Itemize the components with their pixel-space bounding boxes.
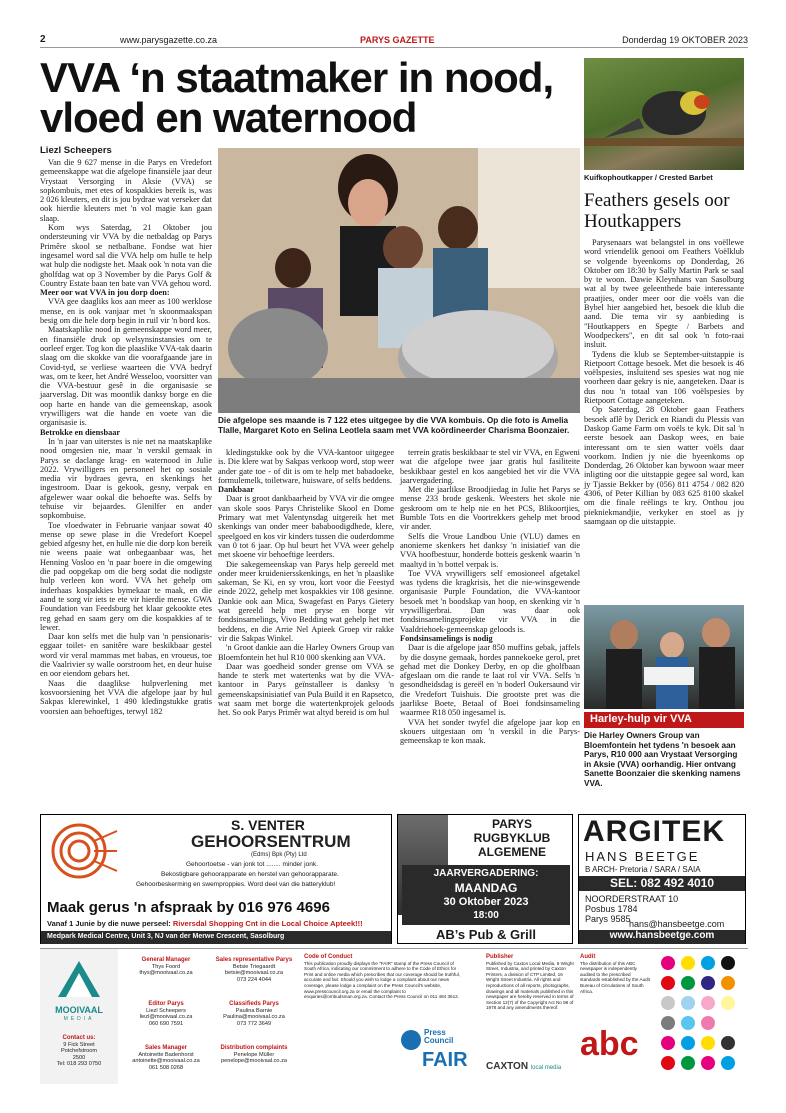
venter-line-2: Bekostigbare gehoorapparate en herstel van gehoorapparate. [161,871,339,878]
publisher-logo-block [40,949,118,1084]
gm-block: General Manager Thys Foord thys@mooivaal.co.za [139,957,193,977]
harley-caption: Die Harley Owners Group van Bloemfontein het tydens 'n besoek aan Parys, R10 000 aan Vrystaat Versorging in Aksie (VVA) oorhandig. Hier ontvang Sanette Boonzaier die skenking namens VVA. [584,731,741,788]
page-number: 2 [40,34,46,45]
paragraph: 'n Groot dankie aan die Harley Owners Group van Bloemfontein het hul R10 000 skenking aan VVA. [218,643,394,662]
paragraph: Die sakegemeenskap van Parys help gereeld met onder meer kruideniersskenkings, en het 'n plaaslike sakeman, Se Ki, en sy vrou, kort voor die Feestyd einde 2022, gehelp met kospakkies vir 108 gesinne. Dankie ook aan Mica, Swagefast en Parys Gietery wat gereeld help met pryse en borge vir fondsinsamelings, Vivo Bedding wat gehelp het met beddens, en die Arrie Nel Apieek Groep vir rakke vir die Sakpas Winkel. [218,559,394,643]
rugby-details: JAARVERGADERING: MAANDAG 30 Oktober 2023 18:00 [402,865,570,925]
logo-text: MOOIVAAL [55,1005,103,1015]
venter-line-3: Gehoorbeskerming en swemproppies. Word deel van die batteryklub! [136,881,336,888]
masthead-footer [40,948,748,1083]
publisher-block: Publisher Published by Caxton Local Media, 9 Wright Street, Industria, and printed by Caxton Printers, a division of CTP Limited, 16 Wright Street Industria. All rights and reproductions of all reports, photographs, drawings and all materials published in this newspaper are hereby reserved in terms of Section 12(7) of the Copyright Act No 98 of 1978 and any amendments thereof. [486,954,574,1011]
press-council-icon [400,1029,422,1051]
paragraph: Naas die daaglikse hulpverlening met kosvoorsiening het VVA die afgelope jaar by hul Sakpas klerewinkel, 1 490 kledingstukke gratis voorsien aan behoeftiges, terwyl 182 [40,678,212,716]
editor-block: Editor Parys Liezl Scheepers liezl@mooivaal.co.za 060 690 7591 [139,1001,193,1027]
paragraph: Van die 9 627 mense in die Parys en Vredefort gemeenskappe wat die afgelope finansiële jaar deur Vrystaat Versorging in Aksie (VVA) se sopkombuis, met etes of kospakkies bereik is, was 2 026 kleuters, en dit is jou bydrae wat verseker dat ook hierdie kleuters met 'n vol magie kan gaan slaap. [40,158,212,223]
rugby-venue: AB’s Pub & Grill [436,927,536,942]
argitek-address: NOORDERSTRAAT 10 Posbus 1784 Parys 9585 [585,894,679,924]
contact-block: Contact us: 9 Fick Street Potchefstroom 2500 Tel: 018 293 0750 [56,1035,102,1068]
paragraph: Dankbaar [218,485,254,495]
caxton-logo: CAXTON local media [486,1061,562,1072]
paragraph: Maatskaplike nood in gemeenskappe word meer, en finansiële druk op welsynsinstansies om te oorleef erger. Tog kon die plaaslike VVA-tak daarin slaag om die skokke van die voorafgaande jare in Covid-tyd, se verliese waarteen die VVA bedryf was, om te keer, het André Wesseloo, voorsitter van die VVA-bestuur gesê in die organisasie se jaarverslag. Dit was moontlik danksy borge en die oop harte en hande van die gemeenskap, asook vrywilligers wat die hande en voete van die organisasie is. [40,325,212,428]
harley-photo [584,605,744,709]
paragraph: In 'n jaar van uiterstes is nie net na maatskaplike nood omgesien nie, maar 'n verskil gemaak in Parys se daclange krag- en waternood in Julie 2022. Vrywilligers en personeel het op sosiale media vir bydraes gevra, en skenkings het ingestroom. Daar is gekook, gesny, verpak en afgelewer waar ookal die behoefte was. Selfs by tehuise vir bejaardes. Glenilfer en ander sopkombuise. [40,436,212,521]
paragraph: VVA het sonder twyfel die afgelope jaar kop en skouers uitgestaan om 'n verskil in die Parys-gemeenskap te kon maak. [400,717,580,746]
argitek-name: ARGITEK [583,815,725,848]
sales-rep-block: Sales representative Parys Betsie Triegaardt betsie@mooivaal.co.za 073 224 4044 [215,957,293,983]
mooivaal-logo-icon [54,957,104,1001]
article-column-1 [40,158,212,740]
paragraph: Fondsinsamelings is nodig [400,633,493,643]
paragraph: Meer oor wat VVA in jou dorp doen: [40,288,170,298]
main-photo-caption: Die afgelope ses maande is 7 122 etes uitgegee by die VVA kombuis. Op die foto is Amelia Tlalle, Margaret Koto en Selina Leotlela saam met VVA koördineerder Charisma Boonzaier. [218,416,570,435]
paragraph: Daar is groot dankbaarheid by VVA vir die omgee van skole soos Parys Christelike Skool en Dome Primary wat met Valentynsdag uitgereik het met skenkings van onder meer bababoodigdhede, klere, speelgoed en kos vir kinders tussen die ouderdomme van 0 tot 6 jaar. Op hul beurt het VVA weer gehelp met skoene vir behoeftige leerders. [218,494,394,560]
harley-illustration [584,605,744,709]
colour-registration-dots [656,953,746,1081]
logo-subtext: MEDIA [63,1016,95,1022]
press-council-logo: Press Council FAIR [400,1029,480,1079]
distribution-block: Distribution complaints Penelope Müller penelope@mooivaal.co.za [220,1045,288,1065]
sidebar-text [584,238,744,600]
paragraph: Daar kon selfs met die hulp van 'n pensionaris-eggaar toilet- en sanitêre ware beskikbaar gestel word vir veral mammas met babas, en vroueus, toe die Vaalrivier sy walle oorstroom het, en deur huise en oor eiendom gebars het. [40,632,212,679]
paragraph: Betrokke en diensbaar [40,427,121,437]
bird-illustration [584,58,744,170]
byline: Liezl Scheepers [40,145,112,156]
venter-line-1: Gehoortoetse - van jonk tot ........ minder jonk. [186,861,318,868]
abc-logo: abc [580,1025,639,1063]
rugby-heading: PARYS RUGBYKLUB ALGEMENE [473,817,551,859]
venter-address: Medpark Medical Centre, Unit 3, NJ van der Merwe Crescent, Sasolburg [41,931,391,944]
paragraph: terrein gratis beskikbaar te stel vir VVA, en Egweni wat die afgelope twee jaar gratis hul fasiliteite beskikbaar gestel en kos aangebied het vir die VVA jaarvergadering. [400,448,580,485]
harley-title: Harley-hulp vir VVA [584,712,744,728]
venter-move: Vanaf 1 Junie by die nuwe perseel: Riversdal Shopping Cnt in die Local Choice Apteek!!! [47,919,363,928]
issue-date: Donderdag 19 OKTOBER 2023 [622,35,748,45]
sidebar-paragraph: Op Saterdag, 28 Oktober gaan Feathers besoek aflê by Derick en Riandi du Plessis van Daskop Game Farm om voëls te kyk. Dit sal 'n eerste besoek aan Daskop wees, en baie interessant om te sien watter voëls daar voorkom. Indien jy nie die byeenkoms op Donderdag, 26 Oktober kan bywoon waar meer inligting oor die uitstappie gegee sal word, kan jy Tjassie Bekker by (056) 811 4754 / 082 820 4306, of Peter Killian by 083 625 8100 skakel om die finale reëlings te kry. Onthou jou piekniekmandjie, verkyker en stoel as jy saamgaan op die uitstappie. [584,405,744,526]
sales-manager-block: Sales Manager Antoinette Badenhorst antoinette@mooivaal.co.za 061 508 0268 [132,1045,200,1071]
sidebar-paragraph: Parysenaars wat belangstel in ons voëllewe word vriendelik genooi om Feathers Voëlklub se volgende byeenkoms op Donderdag, 26 Oktober om 18:30 by Sally Martin Park se saal by te woon. Dawie Kleynhans van Sasolburg wat al by twee geleenthede baie interessante praatjies, onder meer oor die voëls van die Bybel hier aangebied het, besoek die klub die aand. Die tema vir sy aanbieding is "Houtkappers en Spegte / Barbets and Woodpeckers", en dit sal ook 'n foto-raai insluit. [584,238,744,350]
sidebar-headline: Feathers gesels oor Houtkappers [584,190,730,232]
classifieds-block: Classifieds Parys Paulina Barnie Paulina@mooivaal.co.za 073 772 3649 [223,1001,285,1027]
audit-block: Audit The distribution of this ABC newspaper is independently audited to the prescribed standards established by the Audit Bureau of Circulations of South Africa. [580,954,650,994]
code-of-conduct: Code of Conduct This publication proudly displays the "FAIR" stamp of the Press Council of South Africa, indicating our commitment to adhere to the Code of Ethics for Print and online media which prescribes that our coverage should be truthful, accurate and fair. Should you wish to lodge a complaint about our news coverage, please lodge a complaint on the Press Council's website, www.presscouncil.org.za or email the complaint to enquiries@ombudsman.org.za. Contact the Press Council on 011 484 3612. [304,954,461,1000]
article-headline: VVA ‘n staatmaker in nood, vloed en waternood [40,54,554,141]
argitek-tel[interactable]: SEL: 082 492 4010 [579,876,745,891]
photo-illustration [218,148,580,413]
paragraph: Daar is die afgelope jaar 850 muffins gebak, jaffels by die dosyne gemaak, hordes pannekoeke gerol, pret gehad met die Donkey Derby, en op die gholfbaan afgeslaan om die rande te laat rol vir VVA. Selfs 'n gesondheidsdag is gereël en 'n boderl Oukersaund vir die Vredefort Tuishuis. Die grootste pret was die jaarlikse Boete, Betaal of Boei fondsinsameling waarmee R18 050 ingesamel is. [400,643,580,718]
paper-name: PARYS GAZETTE [360,35,435,45]
ear-icon [49,821,119,881]
venter-cta: Maak gerus 'n afspraak by 016 976 4696 [47,899,330,916]
argitek-email[interactable]: hans@hansbeetge.com [629,919,725,929]
barbet-photo [584,58,744,170]
rugby-ad[interactable] [397,814,573,944]
argitek-ad[interactable] [578,814,746,944]
paragraph: Daar was goedheid sonder grense om VVA se hande te sterk met watertenks wat by die VVA-kantoor in Parys geïnstalleer is danksy 'n gemeenskapsinisiatief van Pula Build it en Rapsetco, wat saam met borge die watertenkprojek geloods het. So ook Parys Primêr wat altyd bereid is om hul [218,661,394,718]
paragraph: Selfs die Vroue Landbou Unie (VLU) dames en anonieme skenkers het danksy 'n inisiatief van die VVA hoofbestuur, honderde botteis geskenk waarin 'n maaltyd in 'n bottel verpak is. [400,531,580,569]
article-column-2 [218,448,394,740]
argitek-person: HANS BEETGE [585,849,700,864]
page-header [40,34,748,48]
paragraph: Kom wys Saterdag, 21 Oktober jou ondersteuning vir VVA by die netbaldag op Parys Primêre skool se netbalbane. Fondse wat hier ingesamel word sal die VVA help om hulle te help wat hulp die nodigste het. Maak ook 'n nota van die gholfdag wat op 3 November by die Parys Golf & Country Estate baan ten bate van VVA gehou word. [40,223,212,288]
venter-name: S. VENTER [231,817,305,833]
paragraph: kledingstukke ook by die VVA-kantoor uitgegee is. Die klere wat by Sakpas verkoop word, stop weer ander gate toe - of dit is om te help met babadoeke, formulemelk, toiletware, huisware, of selfs beddens. [218,448,394,485]
paragraph: Met die jaarlikse Broodjiedag in Julie het Parys se mense 233 brode geskenk. Weesters het skole nie geskroom om te help nie en het PCS, Blikoortjies, Bumble Tots en die Voortrekkers gehelp met brood vir ander. [400,485,580,532]
venter-ad[interactable] [40,814,392,944]
paragraph: VVA gee daagliks kos aan meer as 100 werklose mense, en is ook vanjaar met 'n skoonmaakspan besig om die hele dorp begin in ruil vir 'n bord kos. [40,297,212,326]
paragraph: Toe vloedwater in Februarie vanjaar sowat 40 mense op sewe plase in die Vredefort Koepel gebied afgesny het, en hulle nie die dorp kon bereik nie weens paaie wat onbegaanbaar was, het Henning Vosloo en 'n paar boere in die omgewing die pad oopgekap om die berg sodat die nodigste hulp verleen kon word. VVA het gehelp om inderhaas kospakkies bymekaar te maak, en die aand te sorg vir iets te ete vir hierdie mense. GWA Foundation van Feedsburg het klaar gekookte etes reg gehad en saam gery om die kospakkies af te lewer. [40,520,212,632]
paragraph: Toe VVA vrywilligers self emosioneel afgetakel was tydens die kragkrisis, het die nie-winsgewende organisasie Purple Foundation, die VVA-kantoor besoek met 'n boodskap van hoop, en skenking vir 'n vrywilligerbrai. Dan was daar ook fondsinsamelingsprojekte vir VVA in die Vaaldriehoek-gemeenskap geloods is. [400,568,580,634]
sidebar-paragraph: Tydens die klub se September-uitstappie is Rietpoort Cottage besoek. Met die besoek is 46 voëlspesies, insluitend ses spesies wat nog nie voorheen daar gekry is nie, aangeteken. Daar is dus nou 'n totaal van 106 voëlspesies by Rietpoort Cottage aangeteken. [584,349,744,406]
argitek-web[interactable]: www.hansbeetge.com [579,930,745,944]
main-photo [218,148,580,413]
bird-caption: Kuifkophoutkapper / Crested Barbet [584,173,713,182]
venter-brand: GEHOORSENTRUM [191,832,351,851]
site-url[interactable]: www.parysgazette.co.za [120,35,218,45]
argitek-quals: B ARCH- Pretoria / SARA / SAIA [585,865,701,874]
venter-sub: (Edms) Bpk (Pty) Ltd [251,852,307,858]
article-column-3 [400,448,580,746]
